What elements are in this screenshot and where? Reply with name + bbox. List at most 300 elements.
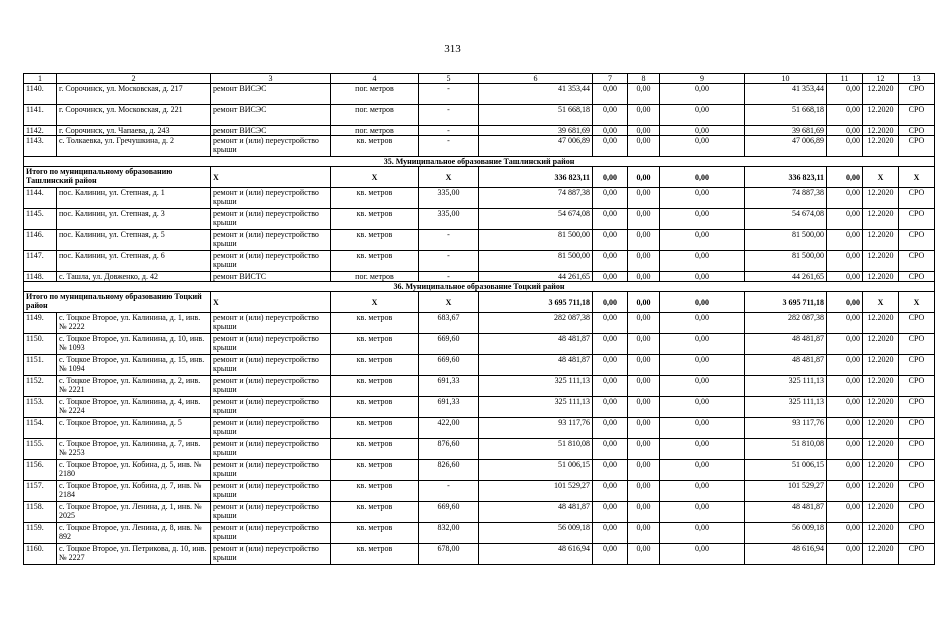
- table-cell: 0,00: [628, 397, 660, 418]
- table-cell: 12.2020: [863, 523, 899, 544]
- table-cell: 0,00: [593, 460, 628, 481]
- table-cell: 1146.: [24, 230, 57, 251]
- table-cell: 48 616,94: [479, 544, 593, 565]
- table-cell: г. Сорочинск, ул. Чапаева, д. 243: [57, 126, 211, 136]
- table-cell: 0,00: [628, 376, 660, 397]
- table-cell: 335,00: [419, 188, 479, 209]
- total-cell: 0,00: [660, 167, 745, 188]
- column-number: 7: [593, 74, 628, 84]
- table-cell: СРО: [899, 418, 935, 439]
- table-cell: 669,60: [419, 334, 479, 355]
- table-cell: пос. Калинин, ул. Степная, д. 3: [57, 209, 211, 230]
- table-cell: ремонт и (или) переустройство крыши: [211, 251, 331, 272]
- table-cell: 691,33: [419, 376, 479, 397]
- table-cell: СРО: [899, 397, 935, 418]
- table-cell: 51 006,15: [745, 460, 827, 481]
- table-cell: СРО: [899, 502, 935, 523]
- table-cell: кв. метров: [331, 418, 419, 439]
- table-cell: 683,67: [419, 313, 479, 334]
- table-cell: 0,00: [827, 84, 863, 105]
- table-cell: 876,60: [419, 439, 479, 460]
- table-row: [24, 84, 935, 105]
- section-heading-row: [24, 157, 935, 167]
- table-cell: 0,00: [593, 105, 628, 126]
- total-cell: 0,00: [593, 292, 628, 313]
- table-cell: 0,00: [827, 126, 863, 136]
- table-cell: с. Тоцкое Второе, ул. Кобина, д. 7, инв. № 2184: [57, 481, 211, 502]
- table-cell: с. Тоцкое Второе, ул. Калинина, д. 10, инв. № 1093: [57, 334, 211, 355]
- table-cell: пог. метров: [331, 105, 419, 126]
- table-cell: 0,00: [827, 355, 863, 376]
- column-number: 12: [863, 74, 899, 84]
- table-cell: СРО: [899, 136, 935, 157]
- table-cell: ремонт и (или) переустройство крыши: [211, 188, 331, 209]
- table-cell: 74 887,38: [745, 188, 827, 209]
- total-cell: 3 695 711,18: [745, 292, 827, 313]
- table-cell: пос. Калинин, ул. Степная, д. 6: [57, 251, 211, 272]
- table-cell: 12.2020: [863, 84, 899, 105]
- table-cell: 832,00: [419, 523, 479, 544]
- table-row: [24, 376, 935, 397]
- table-cell: 422,00: [419, 418, 479, 439]
- table-cell: 0,00: [827, 481, 863, 502]
- column-number: 8: [628, 74, 660, 84]
- table-cell: 0,00: [593, 523, 628, 544]
- table-row: [24, 126, 935, 136]
- table-cell: 12.2020: [863, 439, 899, 460]
- table-cell: 0,00: [827, 313, 863, 334]
- table-cell: пог. метров: [331, 84, 419, 105]
- table-cell: 0,00: [628, 209, 660, 230]
- table-cell: с. Тоцкое Второе, ул. Кобина, д. 5, инв. № 2180: [57, 460, 211, 481]
- table-cell: кв. метров: [331, 230, 419, 251]
- table-cell: 0,00: [827, 523, 863, 544]
- total-cell: Х: [419, 292, 479, 313]
- table-cell: 1158.: [24, 502, 57, 523]
- table-cell: ремонт ВИСЭС: [211, 126, 331, 136]
- table-cell: 325 111,13: [745, 397, 827, 418]
- table-cell: 51 668,18: [479, 105, 593, 126]
- table-cell: 0,00: [660, 272, 745, 282]
- table-cell: СРО: [899, 126, 935, 136]
- table-cell: 12.2020: [863, 105, 899, 126]
- table-cell: СРО: [899, 272, 935, 282]
- table-cell: 12.2020: [863, 251, 899, 272]
- table-cell: 48 481,87: [745, 334, 827, 355]
- table-cell: 1149.: [24, 313, 57, 334]
- table-cell: СРО: [899, 209, 935, 230]
- table-cell: СРО: [899, 439, 935, 460]
- table-cell: 56 009,18: [479, 523, 593, 544]
- table-cell: с. Тоцкое Второе, ул. Ленина, д. 8, инв. № 892: [57, 523, 211, 544]
- table-cell: 54 674,08: [745, 209, 827, 230]
- total-row: [24, 292, 935, 313]
- table-row: [24, 439, 935, 460]
- table-cell: 0,00: [593, 272, 628, 282]
- table-cell: 0,00: [593, 376, 628, 397]
- total-label: Итого по муниципальному образованию Тоцкий район: [24, 292, 211, 313]
- table-cell: кв. метров: [331, 251, 419, 272]
- table-cell: пос. Калинин, ул. Степная, д. 5: [57, 230, 211, 251]
- table-cell: 0,00: [628, 84, 660, 105]
- table-cell: 12.2020: [863, 126, 899, 136]
- table-cell: СРО: [899, 460, 935, 481]
- table-cell: 39 681,69: [745, 126, 827, 136]
- table-cell: 678,00: [419, 544, 479, 565]
- table-cell: 0,00: [593, 126, 628, 136]
- table-cell: 0,00: [628, 418, 660, 439]
- table-cell: -: [419, 481, 479, 502]
- table-cell: 0,00: [628, 355, 660, 376]
- table-cell: 0,00: [827, 272, 863, 282]
- table-cell: 47 006,89: [745, 136, 827, 157]
- table-cell: 48 616,94: [745, 544, 827, 565]
- total-cell: Х: [419, 167, 479, 188]
- table-cell: 1141.: [24, 105, 57, 126]
- table-cell: 1143.: [24, 136, 57, 157]
- table-cell: 54 674,08: [479, 209, 593, 230]
- table-cell: 1153.: [24, 397, 57, 418]
- table-cell: 0,00: [660, 460, 745, 481]
- table-cell: 0,00: [660, 355, 745, 376]
- total-cell: Х: [899, 167, 935, 188]
- table-cell: 1156.: [24, 460, 57, 481]
- table-cell: 0,00: [593, 502, 628, 523]
- table-cell: 0,00: [827, 376, 863, 397]
- table-cell: 39 681,69: [479, 126, 593, 136]
- table-cell: 826,60: [419, 460, 479, 481]
- table-cell: -: [419, 84, 479, 105]
- table-cell: СРО: [899, 105, 935, 126]
- section-heading: 36. Муниципальное образование Тоцкий район: [24, 282, 935, 292]
- table-cell: кв. метров: [331, 313, 419, 334]
- table-cell: 325 111,13: [479, 397, 593, 418]
- table-cell: 0,00: [593, 334, 628, 355]
- table-cell: с. Тоцкое Второе, ул. Калинина, д. 15, инв. № 1094: [57, 355, 211, 376]
- table-cell: 0,00: [628, 334, 660, 355]
- table-cell: 81 500,00: [745, 251, 827, 272]
- table-cell: 56 009,18: [745, 523, 827, 544]
- table-cell: СРО: [899, 313, 935, 334]
- table-cell: 41 353,44: [745, 84, 827, 105]
- table-cell: пог. метров: [331, 126, 419, 136]
- table-cell: 1148.: [24, 272, 57, 282]
- table-cell: 0,00: [660, 230, 745, 251]
- table-cell: ремонт и (или) переустройство крыши: [211, 230, 331, 251]
- table-cell: 0,00: [628, 230, 660, 251]
- table-cell: 93 117,76: [745, 418, 827, 439]
- table-cell: 0,00: [593, 188, 628, 209]
- table-cell: 0,00: [628, 105, 660, 126]
- table-cell: 1151.: [24, 355, 57, 376]
- table-cell: 12.2020: [863, 481, 899, 502]
- table-cell: ремонт и (или) переустройство крыши: [211, 209, 331, 230]
- total-cell: 336 823,11: [745, 167, 827, 188]
- total-cell: Х: [331, 167, 419, 188]
- table-cell: 0,00: [660, 136, 745, 157]
- table-cell: 0,00: [660, 544, 745, 565]
- total-cell: Х: [211, 292, 331, 313]
- table-cell: 0,00: [827, 460, 863, 481]
- table-cell: ремонт и (или) переустройство крыши: [211, 460, 331, 481]
- table-cell: кв. метров: [331, 376, 419, 397]
- table-cell: г. Сорочинск, ул. Московская, д. 217: [57, 84, 211, 105]
- table-cell: 0,00: [593, 136, 628, 157]
- total-cell: 0,00: [827, 167, 863, 188]
- table-cell: ремонт и (или) переустройство крыши: [211, 544, 331, 565]
- table-row: [24, 105, 935, 126]
- repair-registry-table: [23, 73, 935, 565]
- table-cell: кв. метров: [331, 481, 419, 502]
- column-number-row: [24, 74, 935, 84]
- total-cell: Х: [863, 167, 899, 188]
- table-cell: СРО: [899, 376, 935, 397]
- table-row: [24, 544, 935, 565]
- table-cell: 48 481,87: [745, 502, 827, 523]
- table-cell: 0,00: [660, 418, 745, 439]
- table-cell: 12.2020: [863, 136, 899, 157]
- table-cell: 12.2020: [863, 209, 899, 230]
- table-cell: 0,00: [827, 334, 863, 355]
- table-cell: 0,00: [660, 481, 745, 502]
- table-cell: -: [419, 126, 479, 136]
- table-cell: 0,00: [660, 84, 745, 105]
- table-row: [24, 460, 935, 481]
- table-cell: 12.2020: [863, 355, 899, 376]
- table-cell: 0,00: [660, 439, 745, 460]
- table-cell: 0,00: [660, 334, 745, 355]
- table-cell: ремонт ВИСТС: [211, 272, 331, 282]
- table-cell: 74 887,38: [479, 188, 593, 209]
- table-cell: 81 500,00: [745, 230, 827, 251]
- table-cell: 325 111,13: [745, 376, 827, 397]
- table-cell: 1154.: [24, 418, 57, 439]
- table-cell: 0,00: [827, 502, 863, 523]
- table-cell: 12.2020: [863, 230, 899, 251]
- table-cell: ремонт ВИСЭС: [211, 105, 331, 126]
- section-heading: 35. Муниципальное образование Ташлинский район: [24, 157, 935, 167]
- table-cell: 0,00: [628, 460, 660, 481]
- table-cell: 12.2020: [863, 272, 899, 282]
- table-cell: 12.2020: [863, 376, 899, 397]
- column-number: 5: [419, 74, 479, 84]
- column-number: 4: [331, 74, 419, 84]
- column-number: 10: [745, 74, 827, 84]
- table-cell: 41 353,44: [479, 84, 593, 105]
- table-cell: 0,00: [827, 209, 863, 230]
- column-number: 3: [211, 74, 331, 84]
- table-row: [24, 418, 935, 439]
- table-row: [24, 334, 935, 355]
- table-cell: 0,00: [660, 209, 745, 230]
- table-cell: кв. метров: [331, 523, 419, 544]
- table-cell: 0,00: [827, 230, 863, 251]
- table-cell: кв. метров: [331, 188, 419, 209]
- table-cell: 0,00: [827, 105, 863, 126]
- table-cell: кв. метров: [331, 334, 419, 355]
- table-cell: 0,00: [827, 188, 863, 209]
- table-cell: 12.2020: [863, 313, 899, 334]
- table-cell: СРО: [899, 334, 935, 355]
- table-cell: 48 481,87: [745, 355, 827, 376]
- table-cell: 1142.: [24, 126, 57, 136]
- table-cell: ремонт и (или) переустройство крыши: [211, 502, 331, 523]
- table-cell: кв. метров: [331, 397, 419, 418]
- table-cell: 12.2020: [863, 502, 899, 523]
- table-cell: 0,00: [827, 251, 863, 272]
- table-cell: 0,00: [593, 230, 628, 251]
- total-label: Итого по муниципальному образованию Ташлинский район: [24, 167, 211, 188]
- section-heading-row: [24, 282, 935, 292]
- table-cell: СРО: [899, 188, 935, 209]
- table-cell: ремонт и (или) переустройство крыши: [211, 136, 331, 157]
- table-cell: ремонт и (или) переустройство крыши: [211, 439, 331, 460]
- table-cell: 325 111,13: [479, 376, 593, 397]
- table-row: [24, 188, 935, 209]
- page-number: 313: [444, 43, 461, 55]
- column-number: 2: [57, 74, 211, 84]
- table-cell: 101 529,27: [745, 481, 827, 502]
- table-cell: ремонт и (или) переустройство крыши: [211, 334, 331, 355]
- table-cell: с. Тоцкое Второе, ул. Петрикова, д. 10, инв. № 2227: [57, 544, 211, 565]
- column-number: 13: [899, 74, 935, 84]
- table-cell: 0,00: [660, 105, 745, 126]
- table-cell: СРО: [899, 481, 935, 502]
- table-cell: 48 481,87: [479, 334, 593, 355]
- table-row: [24, 397, 935, 418]
- table-cell: 1140.: [24, 84, 57, 105]
- table-cell: пог. метров: [331, 272, 419, 282]
- table-cell: 47 006,89: [479, 136, 593, 157]
- table-cell: 0,00: [593, 313, 628, 334]
- table-cell: кв. метров: [331, 460, 419, 481]
- table-cell: ремонт и (или) переустройство крыши: [211, 313, 331, 334]
- table-cell: 0,00: [660, 251, 745, 272]
- table-cell: г. Сорочинск, ул. Московская, д. 221: [57, 105, 211, 126]
- table-cell: 0,00: [827, 136, 863, 157]
- table-cell: 0,00: [628, 126, 660, 136]
- table-cell: 0,00: [660, 126, 745, 136]
- table-cell: 0,00: [628, 544, 660, 565]
- table-cell: 1147.: [24, 251, 57, 272]
- table-cell: 0,00: [827, 418, 863, 439]
- table-cell: 101 529,27: [479, 481, 593, 502]
- table-cell: 0,00: [660, 397, 745, 418]
- table-row: [24, 209, 935, 230]
- table-cell: 1145.: [24, 209, 57, 230]
- table-cell: 0,00: [660, 502, 745, 523]
- table-cell: 12.2020: [863, 460, 899, 481]
- table-cell: 1160.: [24, 544, 57, 565]
- table-cell: 0,00: [628, 272, 660, 282]
- table-row: [24, 251, 935, 272]
- table-cell: 12.2020: [863, 418, 899, 439]
- table-cell: 0,00: [593, 544, 628, 565]
- table-cell: 669,60: [419, 502, 479, 523]
- table-cell: 44 261,65: [479, 272, 593, 282]
- table-cell: 48 481,87: [479, 355, 593, 376]
- table-cell: 0,00: [593, 481, 628, 502]
- column-number: 9: [660, 74, 745, 84]
- table-cell: ремонт и (или) переустройство крыши: [211, 523, 331, 544]
- table-cell: с. Тоцкое Второе, ул. Калинина, д. 5: [57, 418, 211, 439]
- table-cell: кв. метров: [331, 209, 419, 230]
- table-cell: 282 087,38: [479, 313, 593, 334]
- table-cell: 12.2020: [863, 397, 899, 418]
- table-cell: 0,00: [628, 439, 660, 460]
- table-cell: пос. Калинин, ул. Степная, д. 1: [57, 188, 211, 209]
- total-row: [24, 167, 935, 188]
- table-row: [24, 313, 935, 334]
- table-cell: 1159.: [24, 523, 57, 544]
- table-cell: 51 810,08: [479, 439, 593, 460]
- table-cell: кв. метров: [331, 136, 419, 157]
- table-cell: 51 810,08: [745, 439, 827, 460]
- table-cell: -: [419, 230, 479, 251]
- table-cell: 0,00: [628, 481, 660, 502]
- table-cell: ремонт и (или) переустройство крыши: [211, 418, 331, 439]
- table-cell: СРО: [899, 523, 935, 544]
- table-cell: СРО: [899, 355, 935, 376]
- table-cell: 0,00: [593, 84, 628, 105]
- table-cell: 0,00: [660, 313, 745, 334]
- table-cell: 1144.: [24, 188, 57, 209]
- table-cell: 0,00: [660, 523, 745, 544]
- table-cell: 93 117,76: [479, 418, 593, 439]
- table-cell: -: [419, 251, 479, 272]
- table-cell: 1152.: [24, 376, 57, 397]
- table-cell: СРО: [899, 84, 935, 105]
- table-cell: 335,00: [419, 209, 479, 230]
- table-cell: 0,00: [628, 502, 660, 523]
- total-cell: 3 695 711,18: [479, 292, 593, 313]
- table-cell: 282 087,38: [745, 313, 827, 334]
- table-cell: 0,00: [827, 544, 863, 565]
- table-cell: 1150.: [24, 334, 57, 355]
- total-cell: 0,00: [827, 292, 863, 313]
- table-row: [24, 230, 935, 251]
- total-cell: Х: [899, 292, 935, 313]
- table-cell: -: [419, 272, 479, 282]
- total-cell: 336 823,11: [479, 167, 593, 188]
- total-cell: Х: [863, 292, 899, 313]
- table-cell: с. Тоцкое Второе, ул. Калинина, д. 4, инв. № 2224: [57, 397, 211, 418]
- table-cell: -: [419, 136, 479, 157]
- column-number: 6: [479, 74, 593, 84]
- total-cell: Х: [331, 292, 419, 313]
- table-cell: 669,60: [419, 355, 479, 376]
- table-cell: 48 481,87: [479, 502, 593, 523]
- table-row: [24, 355, 935, 376]
- table-cell: 0,00: [660, 376, 745, 397]
- table-cell: кв. метров: [331, 502, 419, 523]
- table-cell: 12.2020: [863, 334, 899, 355]
- table-cell: с. Тоцкое Второе, ул. Ленина, д. 1, инв. № 2025: [57, 502, 211, 523]
- total-cell: 0,00: [593, 167, 628, 188]
- table-row: [24, 272, 935, 282]
- table-cell: ремонт и (или) переустройство крыши: [211, 481, 331, 502]
- table-cell: 0,00: [593, 418, 628, 439]
- table-cell: с. Тоцкое Второе, ул. Калинина, д. 7, инв. № 2253: [57, 439, 211, 460]
- table-cell: 12.2020: [863, 544, 899, 565]
- table-row: [24, 481, 935, 502]
- total-cell: 0,00: [660, 292, 745, 313]
- table-cell: 0,00: [827, 397, 863, 418]
- table-cell: 81 500,00: [479, 251, 593, 272]
- total-cell: Х: [211, 167, 331, 188]
- table-cell: кв. метров: [331, 439, 419, 460]
- column-number: 11: [827, 74, 863, 84]
